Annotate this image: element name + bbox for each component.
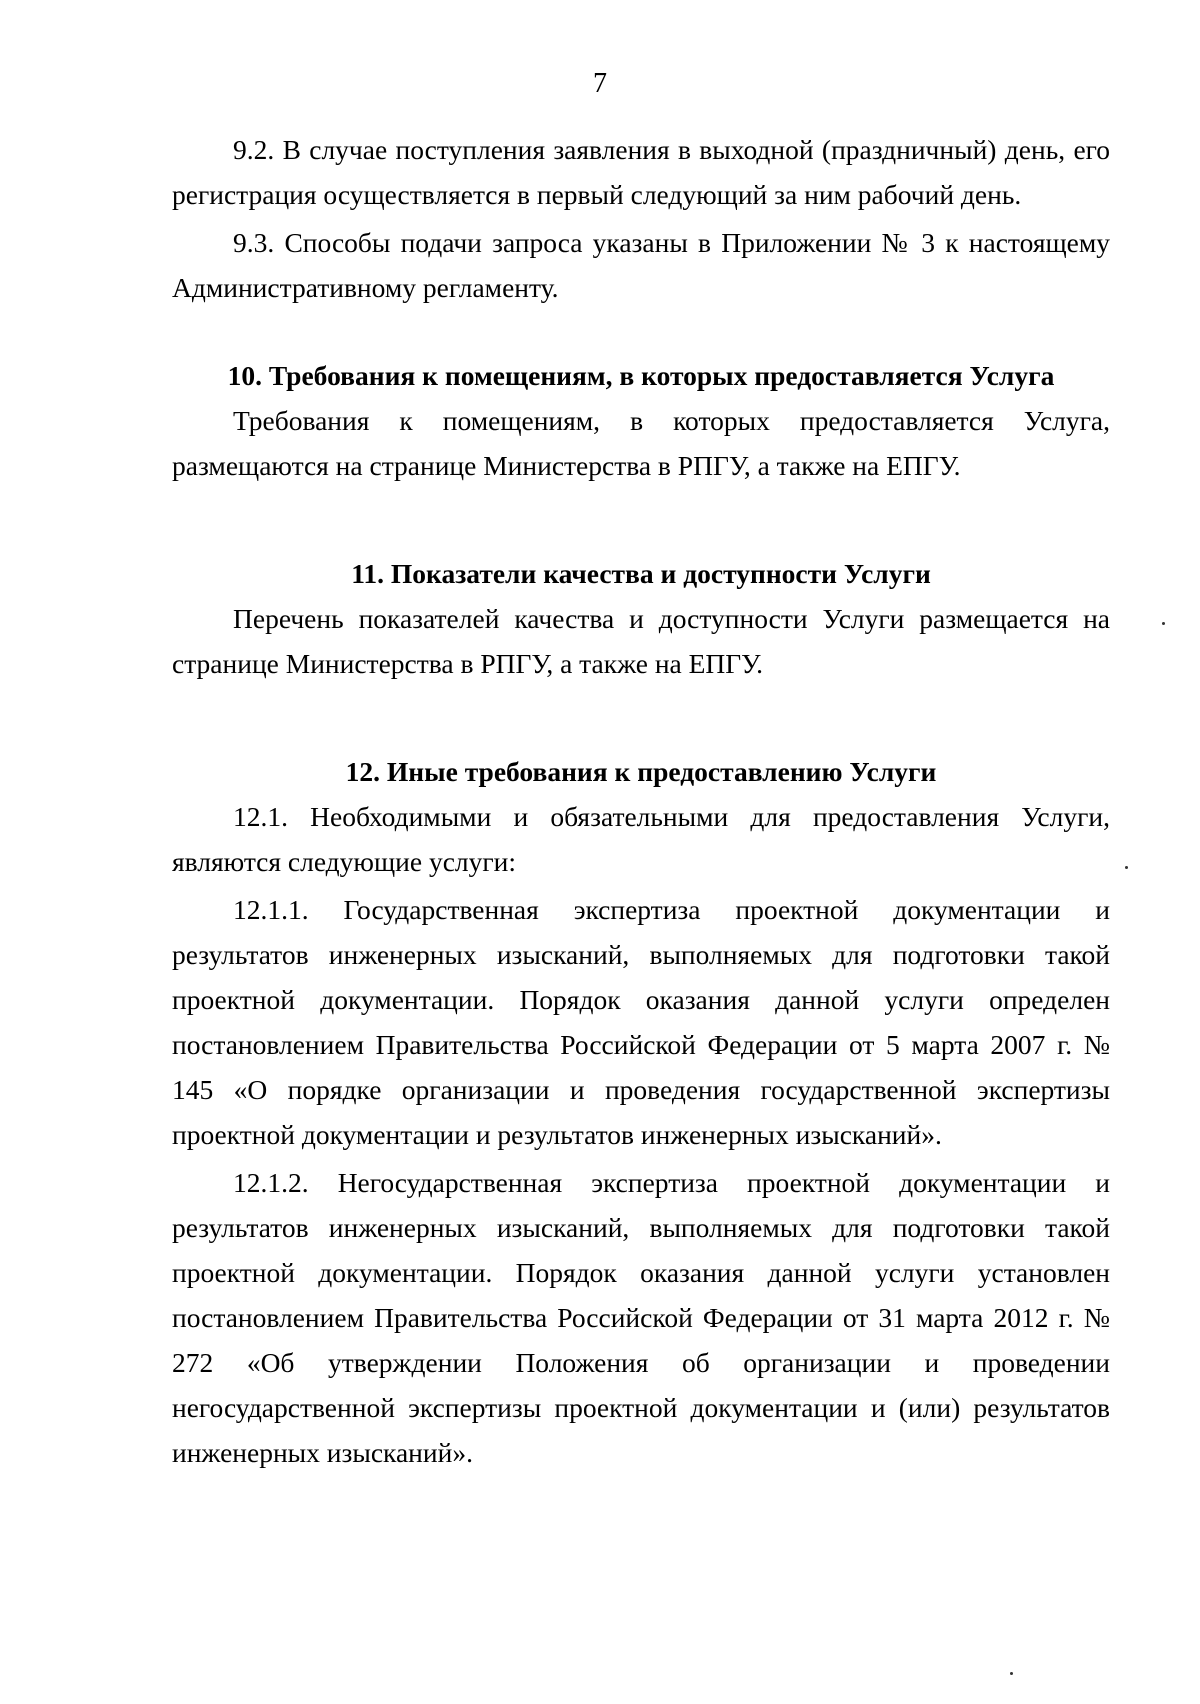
paragraph-9-2: 9.2. В случае поступления заявления в выходной (праздничный) день, его регистрация осуществляется в первый следующий за ним рабочий день. — [172, 134, 1110, 210]
section-heading-11: 11. Показатели качества и доступности Услуги — [351, 558, 931, 589]
section-heading-10: 10. Требования к помещениям, в которых предоставляется Услуга — [227, 360, 1055, 391]
paragraph-12-1: 12.1. Необходимыми и обязательными для предоставления Услуги, являются следующие услуги: — [172, 801, 1110, 877]
paragraph-12-1-1: 12.1.1. Государственная экспертиза проектной документации и результатов инженерных изысканий, выполняемых для подготовки такой проектной документации. Порядок оказания данной услуги определен постановлением Правительства Российской Федерации от 5 марта 2007 г. № 145 «О порядке организации и проведения государственной экспертизы проектной документации и результатов инженерных изысканий». — [172, 894, 1110, 1150]
paragraph-12-1-2: 12.1.2. Негосударственная экспертиза проектной документации и результатов инженерных изысканий, выполняемых для подготовки такой проектной документации. Порядок оказания данной услуги установлен постановлением Правительства Российской Федерации от 31 марта 2012 г. № 272 «Об утверждении Положения об организации и проведении негосударственной экспертизы проектной документации и (или) результатов инженерных изысканий». — [172, 1167, 1110, 1468]
paragraph-11: Перечень показателей качества и доступности Услуги размещается на странице Министерства в РПГУ, а также на ЕПГУ. — [172, 603, 1110, 679]
document-body — [172, 127, 1110, 1475]
scan-speck — [1010, 1672, 1013, 1675]
paragraph-10: Требования к помещениям, в которых предоставляется Услуга, размещаются на странице Министерства в РПГУ, а также на ЕПГУ. — [172, 405, 1110, 481]
page-number: 7 — [593, 68, 607, 99]
scan-speck — [1125, 866, 1128, 869]
scan-speck — [1162, 622, 1165, 625]
section-heading-12: 12. Иные требования к предоставлению Услуги — [345, 756, 937, 787]
paragraph-9-3: 9.3. Способы подачи запроса указаны в Приложении № 3 к настоящему Административному регламенту. — [172, 227, 1110, 303]
